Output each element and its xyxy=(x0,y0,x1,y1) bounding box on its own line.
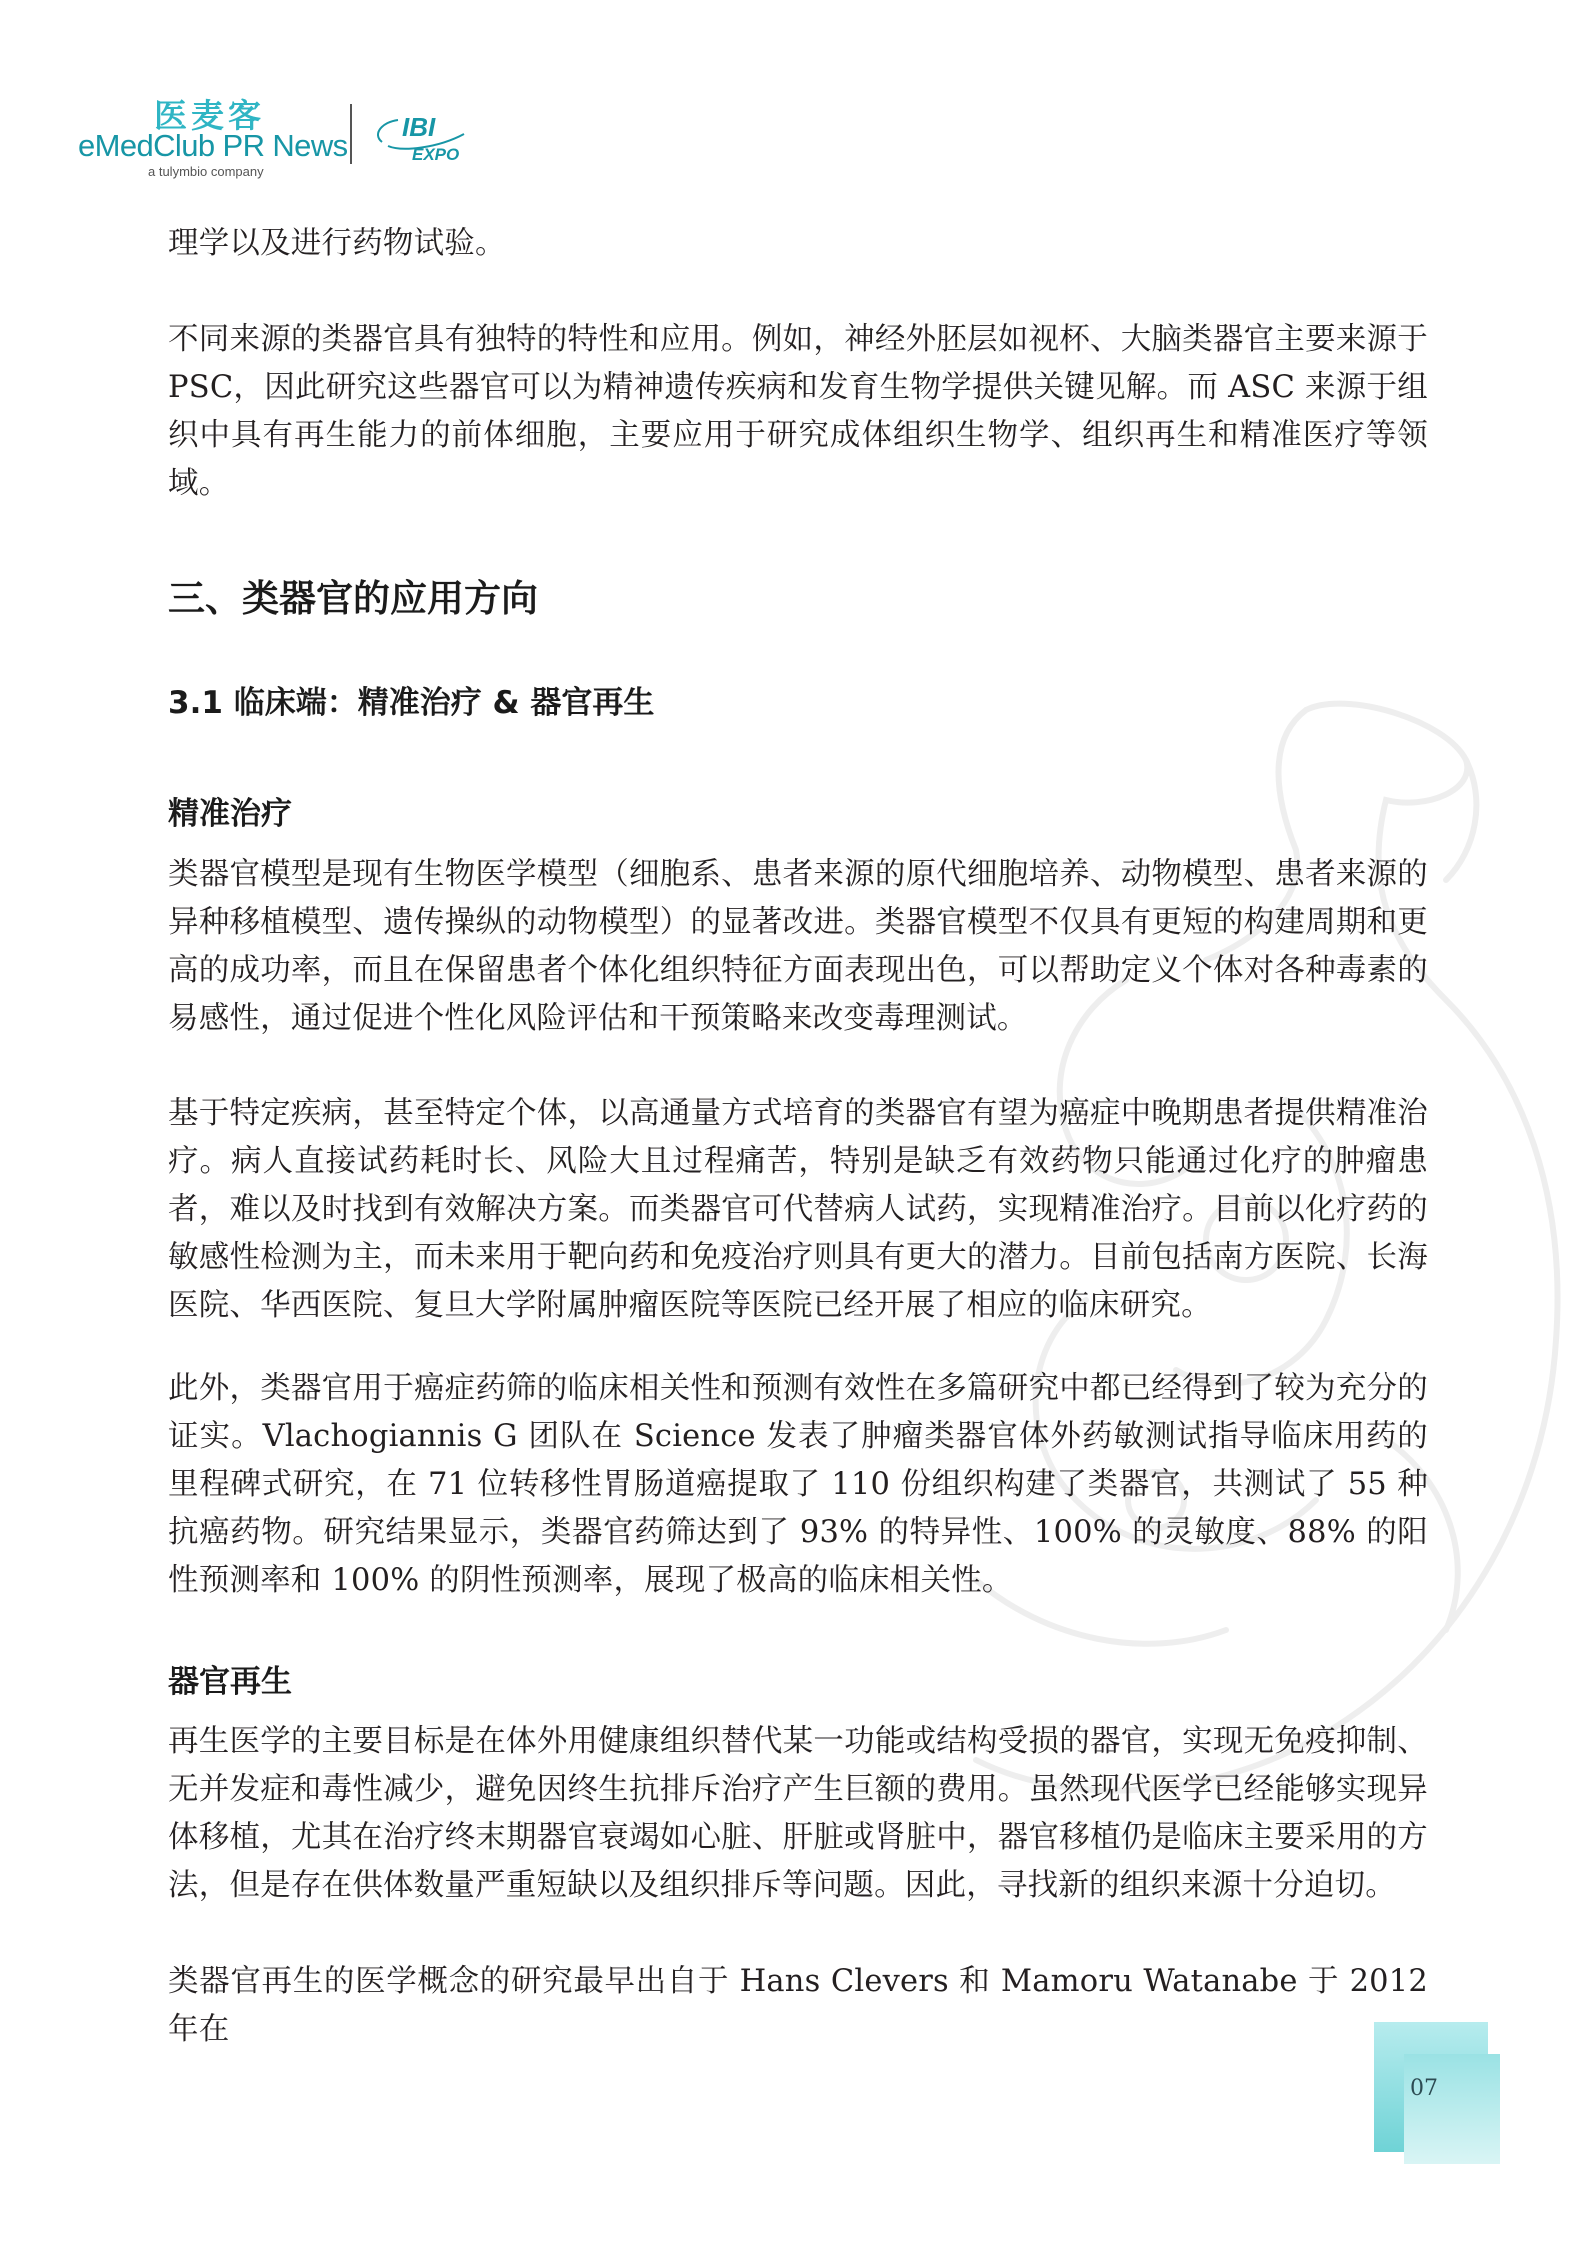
expo-logo-bottom: EXPO xyxy=(412,145,460,164)
header-logo xyxy=(78,90,478,180)
expo-logo-top: IBI xyxy=(402,112,436,142)
paragraph-1: 不同来源的类器官具有独特的特性和应用。例如，神经外胚层如视杯、大脑类器官主要来源于 PSC，因此研究这些器官可以为精神遗传疾病和发育生物学提供关键见解。而 ASC 来源于组织中具有再生能力的前体细胞，主要应用于研究成体组织生物学、组织再生和精准医疗等领域。 xyxy=(168,322,1428,501)
logo-english: eMedClub PR News xyxy=(78,128,348,163)
heading-precision-treatment: 精准治疗 xyxy=(168,796,292,832)
paragraph-0: 理学以及进行药物试验。 xyxy=(168,226,506,261)
expo-logo xyxy=(368,108,478,168)
paragraph-3: 基于特定疾病，甚至特定个体，以高通量方式培育的类器官有望为癌症中晚期患者提供精准治疗。病人直接试药耗时长、风险大且过程痛苦，特别是缺乏有效药物只能通过化疗的肿瘤患者，难以及时找到有效解决方案。而类器官可代替病人试药，实现精准治疗。目前以化疗药的敏感性检测为主，而未来用于靶向药和免疫治疗则具有更大的潜力。目前包括南方医院、长海医院、华西医院、复旦大学附属肿瘤医院等医院已经开展了相应的临床研究。 xyxy=(168,1096,1428,1323)
subsection-heading: 3.1 临床端：精准治疗 & 器官再生 xyxy=(168,685,655,721)
paragraph-5: 再生医学的主要目标是在体外用健康组织替代某一功能或结构受损的器官，实现无免疫抑制、无并发症和毒性减少，避免因终生抗排斥治疗产生巨额的费用。虽然现代医学已经能够实现异体移植，尤其在治疗终末期器官衰竭如心脏、肝脏或肾脏中，器官移植仍是临床主要采用的方法，但是存在供体数量严重短缺以及组织排斥等问题。因此，寻找新的组织来源十分迫切。 xyxy=(168,1724,1428,1903)
page-number: 07 xyxy=(1410,2076,1438,2101)
logo-subtitle: a tulymbio company xyxy=(148,164,264,179)
paragraph-4: 此外，类器官用于癌症药筛的临床相关性和预测有效性在多篇研究中都已经得到了较为充分的证实。Vlachogiannis G 团队在 Science 发表了肿瘤类器官体外药敏测试指导临床用药的里程碑式研究，在 71 位转移性胃肠道癌提取了 110 份组织构建了类器官，共测试了 55 种抗癌药物。研究结果显示，类器官药筛达到了 93% 的特异性、100% 的灵敏度、88% 的阳性预测率和 100% 的阴性预测率，展现了极高的临床相关性。 xyxy=(168,1371,1428,1598)
heading-organ-regeneration: 器官再生 xyxy=(168,1664,292,1700)
page-tab-overlay xyxy=(1404,2054,1500,2164)
logo-divider xyxy=(350,104,352,164)
logo-chinese: 医麦客 xyxy=(154,96,265,135)
section-heading: 三、类器官的应用方向 xyxy=(168,577,538,620)
paragraph-6: 类器官再生的医学概念的研究最早出自于 Hans Clevers 和 Mamoru Watanabe 于 2012 年在 xyxy=(168,1964,1428,2047)
paragraph-2: 类器官模型是现有生物医学模型（细胞系、患者来源的原代细胞培养、动物模型、患者来源的异种移植模型、遗传操纵的动物模型）的显著改进。类器官模型不仅具有更短的构建周期和更高的成功率，而且在保留患者个体化组织特征方面表现出色，可以帮助定义个体对各种毒素的易感性，通过促进个性化风险评估和干预策略来改变毒理测试。 xyxy=(168,857,1428,1036)
